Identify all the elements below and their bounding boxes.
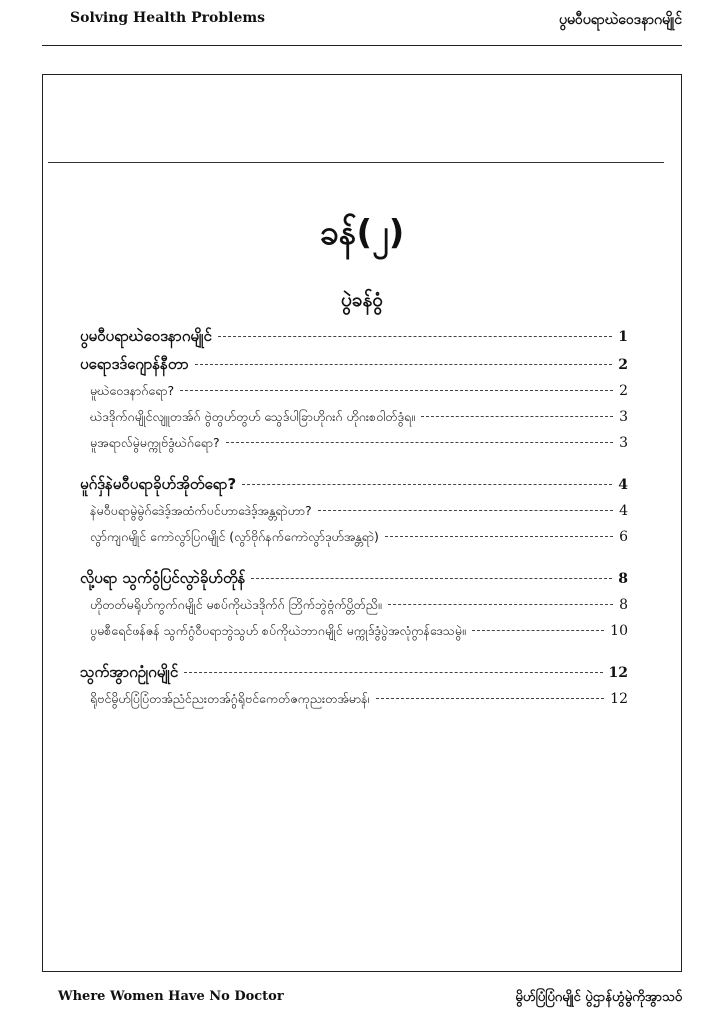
toc-section-entry[interactable] [80, 322, 628, 350]
toc-page-number: 2 [618, 357, 628, 373]
toc-subsection-entry[interactable] [80, 498, 628, 524]
frame-inner-rule [48, 162, 664, 163]
toc-dot-leader [472, 630, 604, 631]
toc-page-number: 8 [619, 597, 628, 613]
toc-entry-title: မူအရာလ်မွဲမက္ကုဗ်ဒွံဃဲဂ်ရော? [90, 435, 220, 450]
toc-entry-title: ဟိုတတ်မရိုဟ်ကွက်ဂမျိုင် မစပ်ကိုဃဲဒဒိုက်ဂ် ဘြိက်ဘွဲဗ္ဂံက်ပ္တိတ်ညိ။ [90, 597, 382, 612]
toc-spacer [80, 456, 628, 470]
toc-page-number: 12 [608, 665, 628, 681]
toc-entry-title: ပွမစီရေင်ဖန်ဇန် သွက်ဂွံဝီပရာဘွဲသွဟ် စပ်ကိုဃဲဘာဂမျိုင် မက္ကုဒ်ဒွံပွဲအလုံဂွာန်ဒေသမွဲ။ [90, 623, 466, 638]
toc-spacer [80, 644, 628, 658]
toc-subsection-entry[interactable] [80, 524, 628, 550]
footer-left-title: Where Women Have No Doctor [58, 989, 284, 1004]
toc-heading: ပွဲခန်ဝွံ [340, 289, 384, 311]
toc-page-number: 2 [619, 383, 628, 399]
toc-dot-leader [376, 698, 605, 699]
toc-entry-title: မူဂ်ဒှ်နဲမဝီပရာခိုဟ်အိုတ်ရော? [80, 475, 237, 493]
toc-entry-title: ဃဲဒဒိုက်ဂမျိုင်လျူတအ်ဂ် ဗွဲတွဟ်တွဟ် သွေဒ်ပါခြာဟိုဂးဂ် ဟိုဂးစဝါတ်ဒွံရ။ [90, 409, 415, 424]
toc-section-entry[interactable] [80, 350, 628, 378]
toc-page-number: 4 [618, 477, 628, 493]
toc-dot-leader [385, 536, 613, 537]
toc-entry-title: ပရောဒဒ်ဂျောန်နီတာ [80, 355, 189, 373]
toc-page-number: 8 [618, 571, 628, 587]
toc-entry-title: ရိုဗင်မွိဟ်ပြံပြံတအ်ညံင်ညးတအ်ဂွံရိုဗင်ကေတ်ဇကုညးတအ်မာန်၊ [90, 691, 370, 706]
toc-dot-leader [180, 390, 613, 391]
footer-right-title: မွိဟ်ပြံပြံဂမျိုင် ပွဲဌာန်ဟွံမွဲကိုအွာသဝ် [515, 990, 682, 1005]
toc-dot-leader [318, 510, 613, 511]
toc-page-number: 12 [610, 691, 628, 707]
toc-entry-title: လို့ပရာ သွက်ဝွံပြင်လွာဲခိုဟ်တိုန် [80, 569, 246, 587]
toc-dot-leader [218, 336, 612, 337]
toc-page-number: 3 [619, 435, 628, 451]
toc-subsection-entry[interactable] [80, 378, 628, 404]
toc-subsection-entry[interactable] [80, 592, 628, 618]
chapter-title: ခန်(၂) [319, 213, 405, 253]
toc-subsection-entry[interactable] [80, 686, 628, 712]
toc-section-entry[interactable] [80, 470, 628, 498]
toc-section-entry[interactable] [80, 564, 628, 592]
toc-dot-leader [251, 578, 612, 579]
toc-page-number: 1 [618, 329, 628, 345]
toc-dot-leader [388, 604, 613, 605]
toc-subsection-entry[interactable] [80, 404, 628, 430]
toc-page-number: 6 [619, 529, 628, 545]
toc-subsection-entry[interactable] [80, 430, 628, 456]
toc-entry-title: လွာ်ကျဂမျိုင် ကောဲလွာ်ပြဂမျိုင် (လွာ်ဗိုဂ်နက်ကောဲလွာ်ဒုဟ်အန္တရာဲ) [90, 529, 379, 544]
toc-dot-leader [421, 416, 613, 417]
toc-page-number: 10 [610, 623, 628, 639]
toc-entry-title: သွက်အွာဂဥုံဂမျိုင် [80, 663, 179, 681]
header-left-title: Solving Health Problems [70, 10, 266, 26]
toc-entry-title: နဲမဝီပရာမွဲမွဲဂ်ဒေဲဒ့်အထံက်ပင်ဟာဒေဲဒ့်အန္တရာဲဟာ? [90, 503, 312, 518]
toc-page-number: 4 [619, 503, 628, 519]
toc-subsection-entry[interactable] [80, 618, 628, 644]
toc-dot-leader [226, 442, 613, 443]
toc-dot-leader [195, 364, 613, 365]
toc-dot-leader [242, 484, 612, 485]
toc-page-number: 3 [619, 409, 628, 425]
table-of-contents [80, 322, 628, 712]
toc-spacer [80, 550, 628, 564]
toc-section-entry[interactable] [80, 658, 628, 686]
toc-dot-leader [184, 672, 602, 673]
toc-entry-title: ပွမဝီပရာဃဲဝေဒနာဂမျိုင် [80, 327, 212, 345]
header-right-title: ပွမဝီပရာဃဲဝေဒနာဂမျိုင် [558, 12, 682, 28]
toc-entry-title: မူဃဲဝေဒနာဂ်ရော? [90, 383, 175, 398]
header-rule [42, 45, 682, 46]
